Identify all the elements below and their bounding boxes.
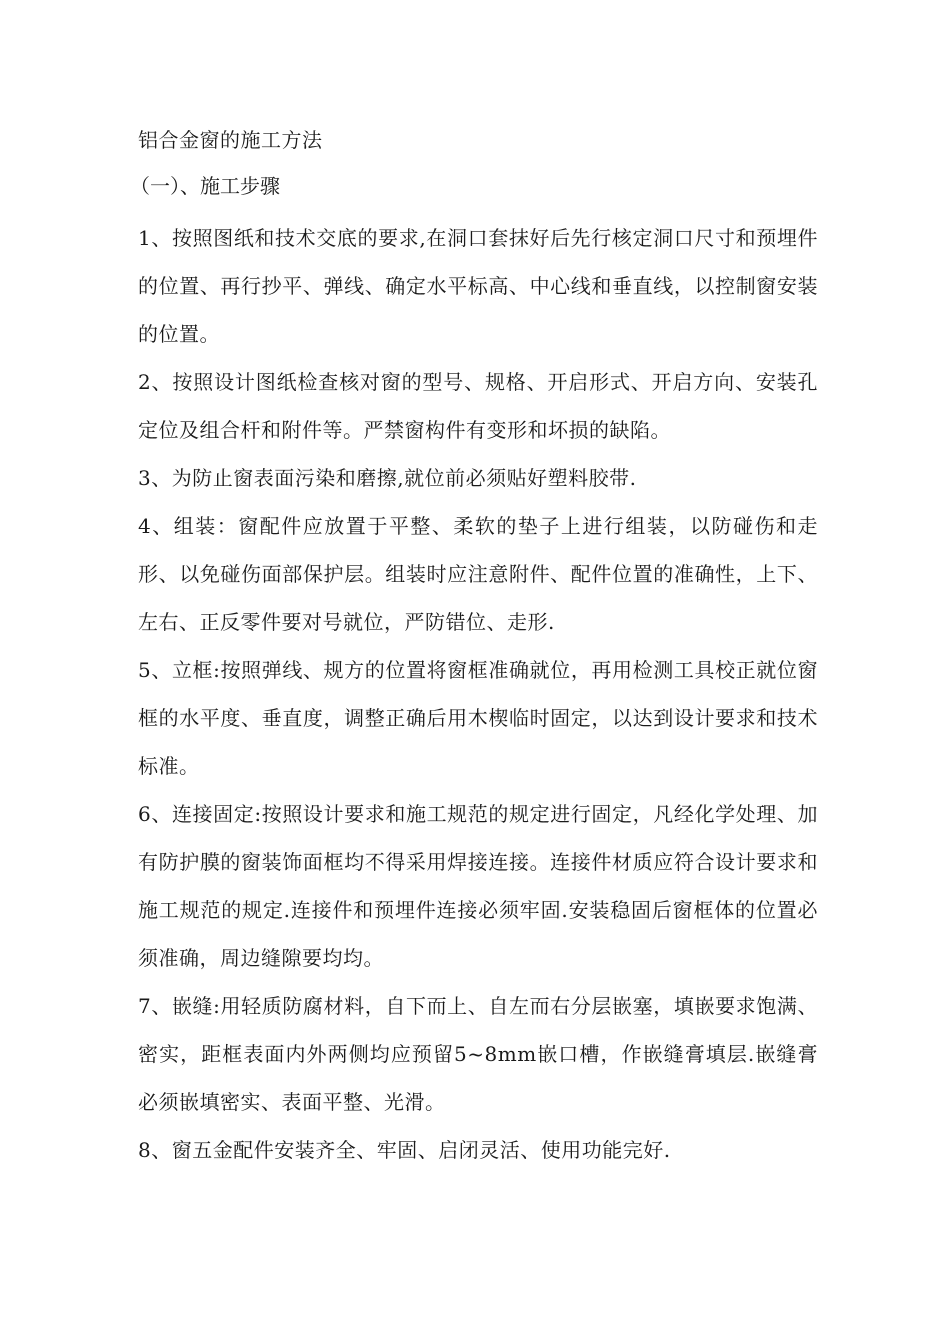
paragraph-step-3: 3、为防止窗表面污染和磨擦,就位前必须贴好塑料胶带. [138, 466, 637, 490]
paragraph-step-4: 4、组装：窗配件应放置于平整、柔软的垫子上进行组装，以防碰伤和走形、以免碰伤面部保护层。组装时应注意附件、配件位置的准确性，上下、左右、正反零件要对号就位，严防错位、走形. [138, 514, 818, 634]
paragraph-step-5: 5、立框:按照弹线、规方的位置将窗框准确就位，再用检测工具校正就位窗框的水平度、垂直度，调整正确后用木楔临时固定，以达到设计要求和技术标准。 [138, 658, 818, 778]
paragraph-step-2: 2、按照设计图纸检查核对窗的型号、规格、开启形式、开启方向、安装孔定位及组合杆和附件等。严禁窗构件有变形和坏损的缺陷。 [138, 370, 818, 442]
paragraph-step-8: 8、窗五金配件安装齐全、牢固、启闭灵活、使用功能完好. [138, 1138, 671, 1162]
document-title: 铝合金窗的施工方法 [138, 128, 323, 152]
paragraph-step-6: 6、连接固定:按照设计要求和施工规范的规定进行固定，凡经化学处理、加有防护膜的窗装饰面框均不得采用焊接连接。连接件材质应符合设计要求和施工规范的规定.连接件和预埋件连接必须牢固.安装稳固后窗框体的位置必须准确，周边缝隙要均均。 [138, 802, 818, 970]
document-body [130, 120, 818, 1174]
paragraph-step-1: 1、按照图纸和技术交底的要求,在洞口套抹好后先行核定洞口尺寸和预埋件的位置、再行抄平、弹线、确定水平标高、中心线和垂直线，以控制窗安装的位置。 [138, 226, 818, 346]
section-heading: （一）、施工步骤 [130, 174, 280, 198]
paragraph-step-7: 7、嵌缝:用轻质防腐材料，自下而上、自左而右分层嵌塞，填嵌要求饱满、密实，距框表面内外两侧均应预留5~8mm嵌口槽，作嵌缝膏填层.嵌缝膏必须嵌填密实、表面平整、光滑。 [138, 994, 818, 1114]
